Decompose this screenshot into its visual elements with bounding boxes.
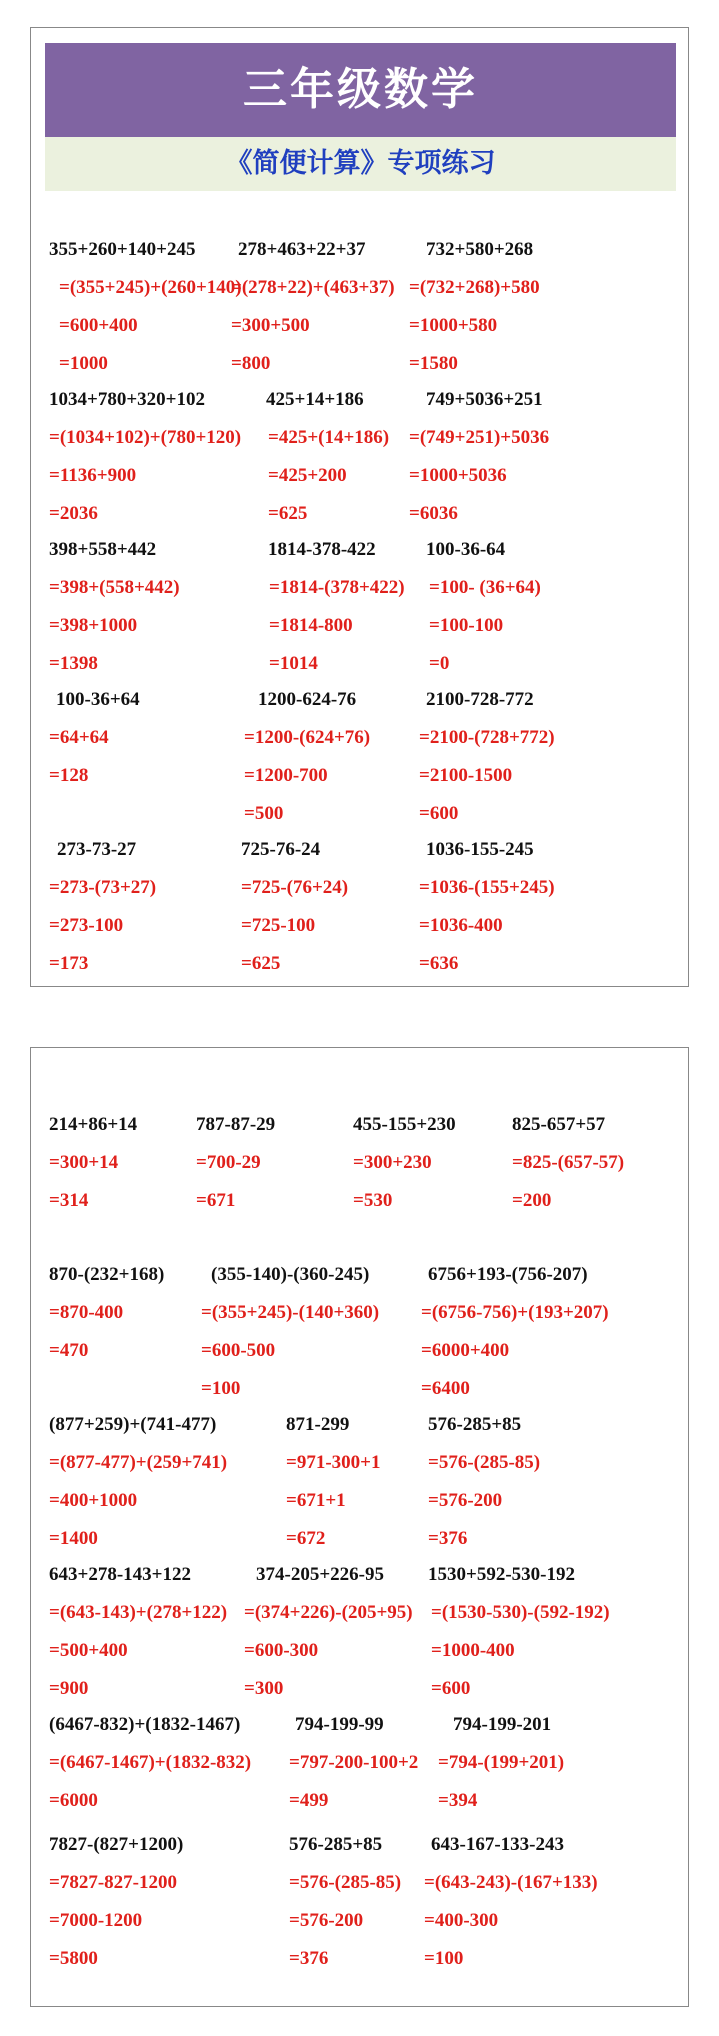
solution-step: =1000: [59, 353, 108, 374]
solution-step: =1200-(624+76): [244, 727, 371, 748]
question-text: (6467-832)+(1832-1467): [49, 1714, 241, 1735]
solution-step: =1814-800: [269, 615, 353, 636]
question-text: 425+14+186: [266, 389, 364, 410]
solution-step: =314: [49, 1190, 89, 1211]
solution-step: =600: [419, 803, 459, 824]
solution-step: =1000+580: [409, 315, 498, 336]
solution-step: =(643-243)-(167+133): [424, 1872, 598, 1893]
solution-step: =64+64: [49, 727, 109, 748]
question-text: 749+5036+251: [426, 389, 543, 410]
solution-steps: [49, 419, 241, 533]
solution-steps: [286, 1444, 380, 1558]
worksheet-title: 三年级数学: [45, 43, 676, 137]
solution-step: =1814-(378+422): [269, 577, 405, 598]
solution-step: =300: [244, 1678, 284, 1699]
solution-steps: [59, 269, 242, 383]
solution-step: =273-(73+27): [49, 877, 157, 898]
solution-step: =200: [512, 1190, 552, 1211]
solution-step: =725-(76+24): [241, 877, 349, 898]
solution-step: =470: [49, 1340, 89, 1361]
solution-steps: [289, 1744, 418, 1820]
solution-step: =273-100: [49, 915, 124, 936]
solution-step: =173: [49, 953, 89, 974]
solution-step: =425+(14+186): [268, 427, 390, 448]
solution-step: =700-29: [196, 1152, 261, 1173]
solution-steps: [201, 1294, 379, 1408]
solution-step: =425+200: [268, 465, 347, 486]
problem-question: [426, 231, 533, 269]
solution-steps: [244, 719, 370, 833]
solution-step: =1136+900: [49, 465, 137, 486]
problem-question: [268, 531, 376, 569]
solution-step: =100- (36+64): [429, 577, 541, 598]
solution-steps: [49, 1864, 177, 1978]
problem-question: [238, 231, 365, 269]
solution-steps: [269, 569, 405, 683]
solution-step: =(749+251)+5036: [409, 427, 550, 448]
solution-step: =376: [428, 1528, 468, 1549]
question-text: 871-299: [286, 1414, 350, 1435]
solution-step: =1036-(155+245): [419, 877, 555, 898]
solution-step: =(278+22)+(463+37): [231, 277, 395, 298]
question-text: 100-36-64: [426, 539, 506, 560]
solution-step: =(643-143)+(278+122): [49, 1602, 228, 1623]
solution-steps: [289, 1864, 401, 1978]
solution-step: =128: [49, 765, 89, 786]
question-text: 732+580+268: [426, 239, 534, 260]
problem-question: [289, 1826, 382, 1864]
solution-steps: [244, 1594, 413, 1708]
solution-step: =1036-400: [419, 915, 503, 936]
problem-question: [266, 381, 364, 419]
solution-step: =900: [49, 1678, 89, 1699]
solution-step: =400-300: [424, 1910, 499, 1931]
solution-steps: [49, 1744, 251, 1820]
solution-step: =2036: [49, 503, 98, 524]
question-text: 273-73-27: [57, 839, 137, 860]
solution-step: =394: [438, 1790, 478, 1811]
question-text: 576-285+85: [289, 1834, 383, 1855]
solution-step: =2100-1500: [419, 765, 513, 786]
problem-question: [295, 1706, 384, 1744]
question-text: 398+558+442: [49, 539, 157, 560]
solution-steps: [49, 1294, 123, 1370]
solution-steps: [353, 1144, 432, 1220]
question-text: 7827-(827+1200): [49, 1834, 184, 1855]
question-text: 100-36+64: [56, 689, 140, 710]
question-text: 214+86+14: [49, 1114, 138, 1135]
solution-steps: [421, 1294, 609, 1408]
solution-steps: [49, 719, 109, 795]
solution-step: =576-200: [428, 1490, 503, 1511]
solution-steps: [49, 869, 156, 983]
solution-step: =400+1000: [49, 1490, 138, 1511]
solution-step: =500+400: [49, 1640, 128, 1661]
solution-steps: [196, 1144, 261, 1220]
solution-step: =(6756-756)+(193+207): [421, 1302, 609, 1323]
solution-step: =1398: [49, 653, 98, 674]
solution-step: =625: [241, 953, 281, 974]
question-text: 787-87-29: [196, 1114, 276, 1135]
solution-steps: [429, 569, 541, 683]
solution-step: =(374+226)-(205+95): [244, 1602, 413, 1623]
solution-step: =671+1: [286, 1490, 346, 1511]
problem-question: [426, 831, 534, 869]
solution-steps: [268, 419, 389, 533]
solution-step: =530: [353, 1190, 393, 1211]
question-text: 1200-624-76: [258, 689, 357, 710]
solution-steps: [419, 869, 555, 983]
solution-step: =6400: [421, 1378, 470, 1399]
solution-step: =100: [201, 1378, 241, 1399]
problem-question: [49, 1826, 183, 1864]
question-text: 825-657+57: [512, 1114, 606, 1135]
solution-steps: [438, 1744, 564, 1820]
problem-question: [49, 381, 205, 419]
question-text: 643-167-133-243: [431, 1834, 564, 1855]
problem-question: [49, 1406, 216, 1444]
worksheet-page-2: [30, 1047, 689, 2007]
problem-question: [49, 1256, 164, 1294]
question-text: 1036-155-245: [426, 839, 534, 860]
question-text: 643+278-143+122: [49, 1564, 191, 1585]
solution-step: =(877-477)+(259+741): [49, 1452, 228, 1473]
question-text: 2100-728-772: [426, 689, 534, 710]
solution-step: =5800: [49, 1948, 98, 1969]
solution-steps: [231, 269, 395, 383]
solution-step: =398+1000: [49, 615, 138, 636]
solution-step: =576-200: [289, 1910, 364, 1931]
question-text: (877+259)+(741-477): [49, 1414, 217, 1435]
problem-question: [426, 681, 534, 719]
solution-step: =(732+268)+580: [409, 277, 540, 298]
problem-question: [426, 381, 543, 419]
solution-step: =7827-827-1200: [49, 1872, 177, 1893]
solution-step: =971-300+1: [286, 1452, 381, 1473]
worksheet-page-1: [30, 27, 689, 987]
question-text: 1034+780+320+102: [49, 389, 205, 410]
solution-steps: [49, 1144, 118, 1220]
problem-question: [286, 1406, 349, 1444]
solution-step: =6000+400: [421, 1340, 510, 1361]
solution-step: =100: [424, 1948, 464, 1969]
question-text: 794-199-201: [453, 1714, 552, 1735]
question-text: 355+260+140+245: [49, 239, 196, 260]
solution-step: =500: [244, 803, 284, 824]
solution-step: =1000+5036: [409, 465, 507, 486]
solution-step: =600-300: [244, 1640, 319, 1661]
problem-question: [512, 1106, 605, 1144]
solution-steps: [49, 569, 180, 683]
problem-question: [196, 1106, 275, 1144]
solution-step: =(355+245)-(140+360): [201, 1302, 380, 1323]
solution-step: =1000-400: [431, 1640, 515, 1661]
solution-steps: [431, 1594, 610, 1708]
question-text: 1814-378-422: [268, 539, 376, 560]
solution-step: =300+230: [353, 1152, 432, 1173]
problem-question: [49, 531, 156, 569]
solution-step: =600: [431, 1678, 471, 1699]
solution-step: =1200-700: [244, 765, 328, 786]
solution-step: =0: [429, 653, 450, 674]
problem-question: [428, 1256, 588, 1294]
solution-step: =2100-(728+772): [419, 727, 555, 748]
problem-question: [428, 1556, 575, 1594]
solution-steps: [49, 1444, 227, 1558]
solution-step: =1580: [409, 353, 458, 374]
solution-step: =672: [286, 1528, 326, 1549]
solution-steps: [409, 419, 549, 533]
solution-step: =825-(657-57): [512, 1152, 625, 1173]
question-text: (355-140)-(360-245): [211, 1264, 370, 1285]
solution-step: =376: [289, 1948, 329, 1969]
solution-step: =870-400: [49, 1302, 124, 1323]
problem-question: [49, 1106, 137, 1144]
solution-step: =(6467-1467)+(1832-832): [49, 1752, 252, 1773]
question-text: 794-199-99: [295, 1714, 384, 1735]
question-text: 1530+592-530-192: [428, 1564, 575, 1585]
problem-question: [49, 1556, 191, 1594]
solution-step: =499: [289, 1790, 329, 1811]
solution-step: =300+14: [49, 1152, 119, 1173]
solution-step: =671: [196, 1190, 236, 1211]
solution-steps: [428, 1444, 540, 1558]
question-text: 6756+193-(756-207): [428, 1264, 588, 1285]
worksheet-subtitle: 《简便计算》专项练习: [45, 137, 676, 191]
problem-question: [56, 681, 140, 719]
solution-steps: [512, 1144, 624, 1220]
solution-step: =6036: [409, 503, 458, 524]
problem-question: [453, 1706, 551, 1744]
solution-step: =600+400: [59, 315, 138, 336]
solution-step: =100-100: [429, 615, 504, 636]
solution-steps: [409, 269, 540, 383]
solution-step: =7000-1200: [49, 1910, 143, 1931]
solution-step: =(355+245)+(260+140): [59, 277, 242, 298]
problem-question: [353, 1106, 456, 1144]
question-text: 576-285+85: [428, 1414, 522, 1435]
problem-question: [426, 531, 505, 569]
solution-step: =797-200-100+2: [289, 1752, 419, 1773]
problem-question: [49, 1706, 240, 1744]
solution-steps: [419, 719, 555, 833]
problem-question: [428, 1406, 521, 1444]
question-text: 725-76-24: [241, 839, 321, 860]
question-text: 870-(232+168): [49, 1264, 165, 1285]
solution-step: =398+(558+442): [49, 577, 180, 598]
problem-question: [256, 1556, 384, 1594]
solution-steps: [241, 869, 348, 983]
solution-step: =576-(285-85): [428, 1452, 541, 1473]
solution-step: =794-(199+201): [438, 1752, 565, 1773]
solution-step: =625: [268, 503, 308, 524]
question-text: 278+463+22+37: [238, 239, 366, 260]
solution-steps: [49, 1594, 227, 1708]
solution-step: =(1530-530)-(592-192): [431, 1602, 610, 1623]
problem-question: [431, 1826, 564, 1864]
solution-step: =300+500: [231, 315, 310, 336]
problem-question: [258, 681, 356, 719]
solution-step: =636: [419, 953, 459, 974]
problem-question: [241, 831, 320, 869]
question-text: 374-205+226-95: [256, 1564, 384, 1585]
solution-step: =1014: [269, 653, 318, 674]
problem-question: [57, 831, 136, 869]
solution-step: =(1034+102)+(780+120): [49, 427, 242, 448]
problem-question: [211, 1256, 369, 1294]
solution-step: =576-(285-85): [289, 1872, 402, 1893]
solution-step: =1400: [49, 1528, 98, 1549]
solution-step: =600-500: [201, 1340, 276, 1361]
solution-step: =6000: [49, 1790, 98, 1811]
question-text: 455-155+230: [353, 1114, 456, 1135]
solution-steps: [424, 1864, 598, 1978]
problem-question: [49, 231, 195, 269]
solution-step: =800: [231, 353, 271, 374]
solution-step: =725-100: [241, 915, 316, 936]
